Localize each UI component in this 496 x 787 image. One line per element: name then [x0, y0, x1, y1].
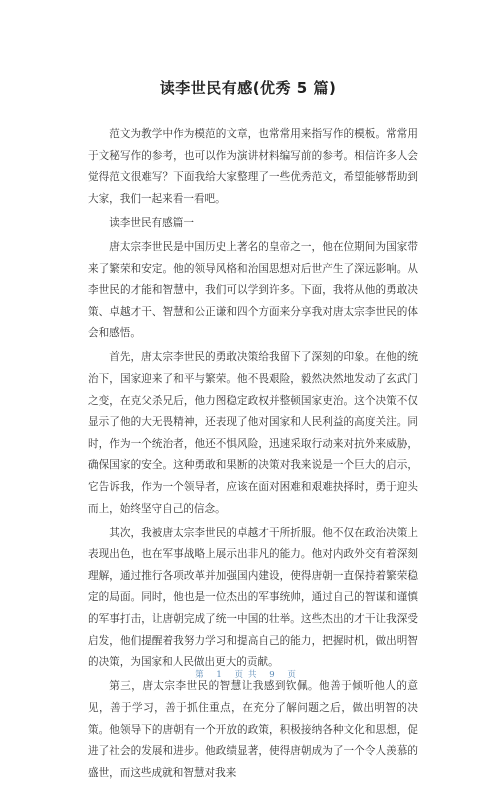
footer-middle: 页共 — [234, 670, 262, 680]
body-paragraph-1: 唐太宗李世民是中国历史上著名的皇帝之一，他在位期间为国家带来了繁荣和安定。他的领导风格和治国思想对后世产生了深远影响。从李世民的才能和智慧中，我们可以学到许多。下面，我将从他的勇敢决策、卓越才干、智慧和公正谦和四个方面来分享我对唐太宗李世民的体会和感悟。 — [88, 240, 418, 340]
document-body — [88, 124, 418, 787]
document-title: 读李世民有感(优秀 5 篇) — [159, 79, 337, 97]
section-heading: 读李世民有感篇一 — [109, 216, 194, 229]
footer-current-page: 1 — [216, 670, 227, 680]
page-footer — [0, 668, 496, 680]
footer-total-pages: 9 — [269, 670, 280, 680]
footer-suffix: 页 — [287, 670, 301, 680]
body-paragraph-2: 首先，唐太宗李世民的勇敢决策给我留下了深刻的印象。在他的统治下，国家迎来了和平与繁荣。他不畏艰险，毅然决然地发动了玄武门之变，在克父杀兄后，他力图稳定政权并整顿国家吏治。这个决策不仅显示了他的大无畏精神，还表现了他对国家和人民利益的高度关注。同时，作为一个统治者，他还不惧风险，迅速采取行动来对抗外来威胁，确保国家的安全。这种勇敢和果断的决策对我来说是一个巨大的启示，它告诉我，作为一个领导者，应该在面对困难和艰难抉择时，勇于迎头而上，始终坚守自己的信念。 — [88, 351, 418, 515]
intro-paragraph: 范文为教学中作为模范的文章，也常常用来指写作的模板。常常用于文秘写作的参考，也可以作为演讲材料编写前的参考。相信许多人会觉得范文很难写？下面我给大家整理了一些优秀范文，希望能够帮助到大家，我们一起来看一看吧。 — [88, 128, 418, 205]
body-paragraph-3: 其次，我被唐太宗李世民的卓越才干所折服。他不仅在政治决策上表现出色，也在军事战略上展示出非凡的能力。他对内政外交有着深刻理解，通过推行各项改革并加强国内建设，使得唐朝一直保持着繁荣稳定的局面。同时，他也是一位杰出的军事统帅，通过自己的智谋和谨慎的军事打击，让唐朝完成了统一中国的壮举。这些杰出的才干让我深受启发，他们提醒着我努力学习和提高自己的能力，把握时机，做出明智的决策，为国家和人民做出更大的贡献。 — [88, 526, 418, 669]
body-paragraph-4: 第三，唐太宗李世民的智慧让我感到钦佩。他善于倾听他人的意见，善于学习，善于抓住重点，在充分了解问题之后，做出明智的决策。他领导下的唐朝有一个开放的政策，积极接纳各种文化和思想，促进了社会的发展和进步。他政绩显著，使得唐朝成为了一个令人羡慕的盛世，而这些成就和智慧对我来 — [88, 680, 418, 779]
footer-prefix: 第 — [195, 670, 209, 680]
